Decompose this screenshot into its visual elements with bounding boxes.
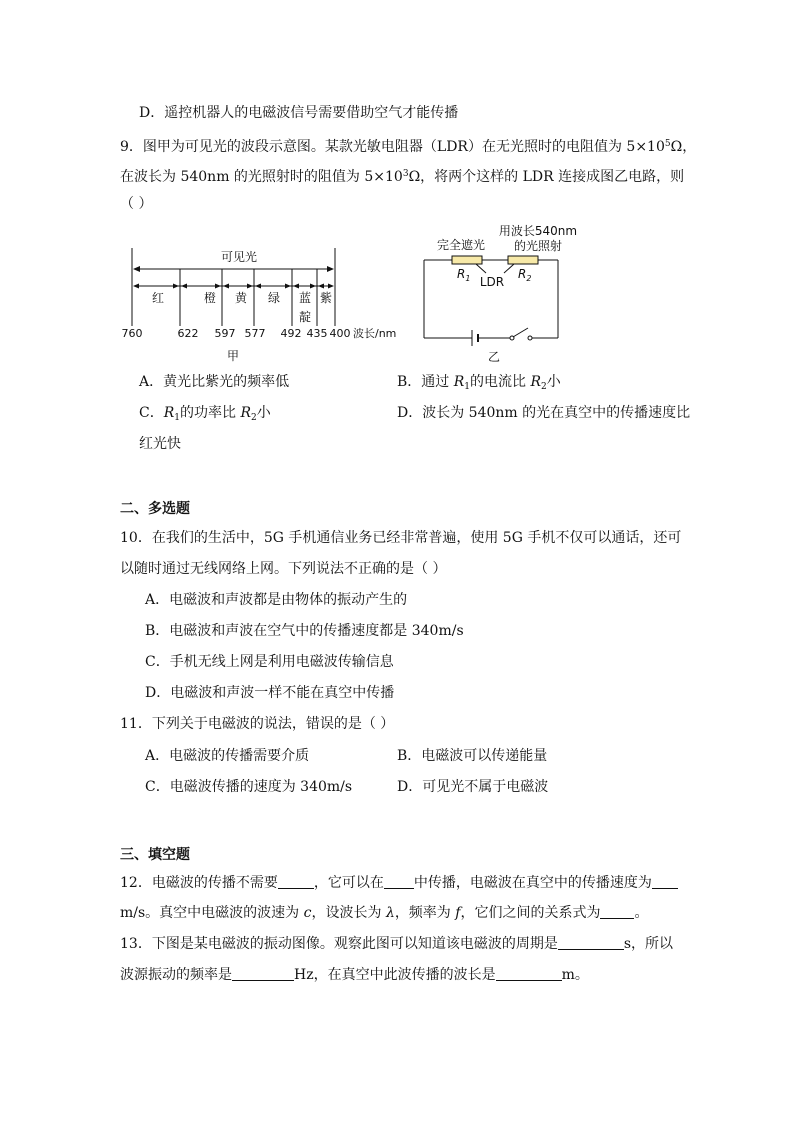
q13-blank-frequency[interactable]: [232, 966, 294, 981]
band-yellow: 黄: [234, 291, 248, 305]
q9-stem-line2: 在波长为 540nm 的光照射时的阻值为 $5\times 10^3\Omega$，将两个这样的 LDR 连接成图乙电路，则: [120, 169, 685, 185]
q9-option-b: B．通过 $R_1$的电流比 $R_2$小: [397, 374, 561, 392]
switch: [513, 328, 528, 337]
label-540nm-line1: 用波长540nm: [498, 224, 578, 238]
q10-option-b: B．电磁波和声波在空气中的传播速度都是 340m/s: [145, 623, 464, 639]
q12-line2: m/s。真空中电磁波的波速为 c，设波长为 λ，频率为 f，它们之间的关系式为 。: [120, 905, 649, 921]
q12-blank-4[interactable]: [600, 904, 634, 919]
figure-yi-caption: 乙: [487, 350, 501, 364]
ldr-r2: [508, 256, 538, 264]
q9-option-a: A．黄光比紫光的频率低: [139, 374, 290, 390]
wavelength-unit-label: 波长/nm: [353, 327, 397, 340]
band-indigo: 靛: [298, 310, 312, 324]
tick-435: 435: [306, 327, 328, 340]
q10-option-d: D．电磁波和声波一样不能在真空中传播: [145, 685, 395, 701]
q8-option-d: D．遥控机器人的电磁波信号需要借助空气才能传播: [139, 105, 459, 121]
band-violet: 紫: [319, 291, 333, 305]
q9-answer-paren: （ ）: [120, 196, 153, 212]
q9-option-d-line2: 红光快: [139, 436, 181, 452]
q12-blank-1[interactable]: [278, 874, 314, 889]
tick-577: 577: [244, 327, 266, 340]
q12-line1: 12．电磁波的传播不需要 ，它可以在 中传播，电磁波在真空中的传播速度为: [120, 873, 678, 893]
q9-stem-line1: 9．图甲为可见光的波段示意图。某款光敏电阻器（LDR）在无光照时的电阻值为 $5\times 10^5\Omega$，: [120, 139, 697, 155]
q13-line1: 13．下图是某电磁波的振动图像。观察此图可以知道该电磁波的周期是 s，所以: [120, 936, 674, 952]
q9-option-d-line1: D．波长为 540nm 的光在真空中的传播速度比: [397, 405, 691, 421]
q12-blank-3[interactable]: [652, 874, 678, 889]
figure-yi-ldr-circuit: [418, 220, 608, 365]
band-green: 绿: [267, 291, 281, 305]
figure-jia-caption: 甲: [226, 349, 240, 363]
q11-option-c: C．电磁波传播的速度为 340m/s: [145, 779, 353, 795]
band-orange: 橙: [203, 291, 217, 305]
q12-blank-2[interactable]: [384, 874, 414, 889]
section-multiple-choice-heading: 二、多选题: [120, 501, 190, 517]
label-540nm-line2: 的光照射: [513, 239, 563, 253]
q13-blank-wavelength[interactable]: [496, 966, 562, 981]
q11-stem: 11．下列关于电磁波的说法，错误的是（ ）: [120, 716, 395, 732]
label-fully-shaded: 完全遮光: [436, 238, 486, 252]
tick-597: 597: [214, 327, 236, 340]
r2-label: $R_2$: [518, 267, 532, 283]
q13-line2: 波源振动的频率是 Hz，在真空中此波传播的波长是 m。: [120, 967, 589, 983]
tick-760: 760: [121, 327, 143, 340]
q9-option-c: C．$R_1$的功率比 $R_2$小: [139, 405, 271, 423]
band-blue: 蓝: [298, 291, 312, 305]
spectrum-title: 可见光: [220, 250, 258, 264]
tick-492: 492: [280, 327, 302, 340]
q11-option-d: D．可见光不属于电磁波: [397, 779, 549, 795]
tick-400: 400: [329, 327, 351, 340]
r1-label: $R_1$: [457, 267, 471, 283]
q10-stem-line1: 10．在我们的生活中，5G 手机通信业务已经非常普遍，使用 5G 手机不仅可以通话，还可: [120, 530, 682, 546]
section-fill-in-heading: 三、填空题: [120, 847, 190, 863]
ldr-label: LDR: [479, 275, 505, 289]
tick-622: 622: [177, 327, 199, 340]
q10-option-a: A．电磁波和声波都是由物体的振动产生的: [145, 592, 408, 608]
band-red: 红: [151, 291, 165, 305]
q13-blank-period[interactable]: [558, 935, 624, 950]
ldr-r1: [452, 256, 482, 264]
figure-jia-visible-spectrum: [110, 236, 420, 368]
q11-option-a: A．电磁波的传播需要介质: [145, 748, 310, 764]
q10-option-c: C．手机无线上网是利用电磁波传输信息: [145, 654, 394, 670]
q10-stem-line2: 以随时通过无线网络上网。下列说法不正确的是（ ）: [120, 561, 447, 577]
q11-option-b: B．电磁波可以传递能量: [397, 748, 548, 764]
